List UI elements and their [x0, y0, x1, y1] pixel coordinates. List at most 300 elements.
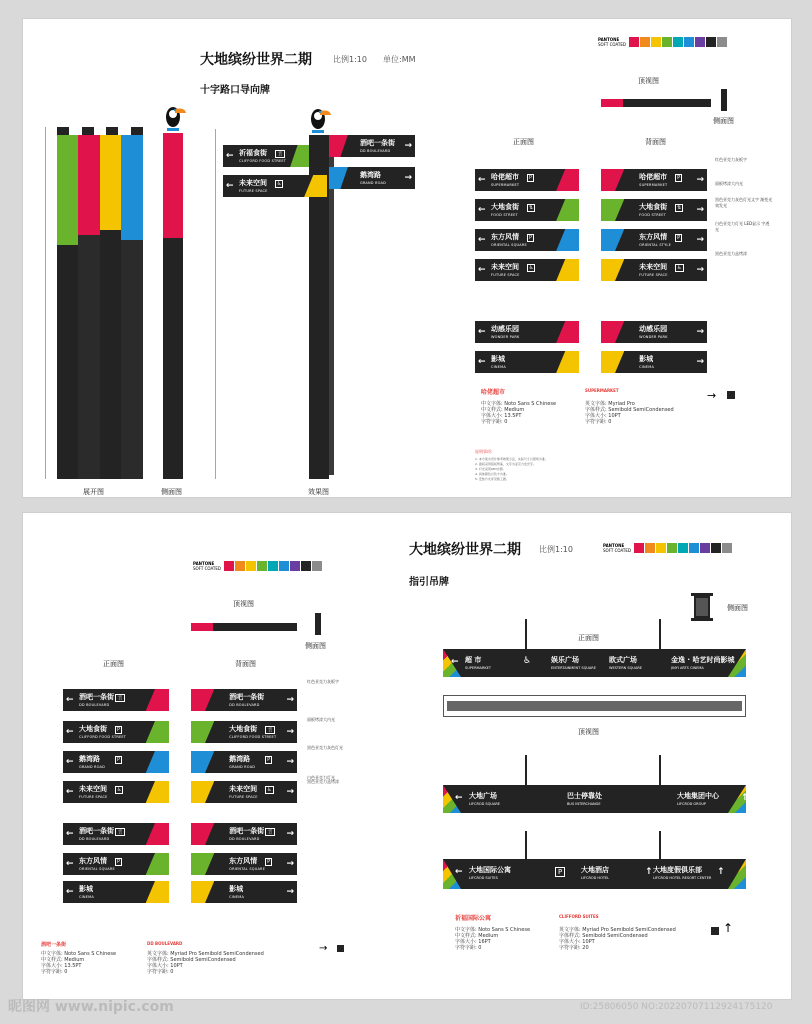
sign-panel: [329, 167, 415, 189]
restroom-icon: ♿: [267, 786, 272, 793]
top-view-bar: [601, 99, 711, 107]
sign-panel: [601, 229, 707, 251]
hang-label-en: LIFCROD SUITES: [469, 876, 498, 880]
spec-line: 中文字体: Noto Sans S Chinese: [455, 927, 531, 933]
color-accent: [191, 689, 214, 711]
arrow-up-icon: ↑: [717, 867, 725, 877]
arrow-left-icon: ←: [226, 180, 234, 191]
spec-line: 中文字体: Noto Sans S Chinese: [481, 401, 557, 407]
sheet-2: [22, 512, 792, 1000]
sign-label-en: CINEMA: [79, 894, 94, 899]
left-heading-en: DD BOULEVARD: [147, 941, 183, 946]
spec-line: 字符字距: 0: [481, 419, 508, 425]
sign-panel: [475, 229, 579, 251]
font-spec-en: [585, 401, 674, 425]
parking-icon: P: [529, 174, 533, 181]
hang-label-cn: 大地广场: [469, 792, 497, 800]
pantone-sub: SOFT COATED: [598, 42, 626, 47]
spec-line: 3. 灯光采用LED光源。: [475, 467, 506, 471]
color-swatch: [662, 37, 672, 47]
parking-icon: P: [117, 726, 121, 733]
material-note: 黑色亚克力盒烤漆: [715, 251, 747, 256]
color-accent: [556, 351, 579, 373]
label-front: 正面图: [513, 138, 534, 146]
parking-icon: P: [529, 234, 533, 241]
spec-line: 字体样式: Semibold SemiCondensed: [585, 407, 674, 413]
arrow-right-icon: →: [286, 886, 294, 897]
sign-label-en: CLIFFORD FOOD STREET: [239, 158, 287, 163]
spec-line: 字符字距: 0: [41, 969, 68, 975]
hang-label-en: WESTERN SQUARE: [609, 666, 642, 670]
color-accent: [146, 781, 169, 803]
label-front-right: 正面图: [578, 634, 599, 642]
color-accent: [290, 145, 309, 167]
sign-label-cn: 哈佬超市: [639, 172, 668, 181]
sign-label-en: CINEMA: [229, 894, 245, 899]
sign-panel: [329, 135, 415, 157]
parking-icon: P: [117, 858, 121, 865]
sign-label-en: CLIFFORD FOOD STREET: [79, 734, 127, 739]
color-swatch: [667, 543, 677, 553]
arrow-right-icon: →: [286, 756, 294, 767]
toucan-icon-effect: [307, 103, 333, 135]
label-expanded: 展开图: [83, 488, 104, 496]
font-heading-en-2: CLIFFORD SUITES: [559, 914, 599, 919]
material-note: 白色亚克力灯光 LED显示 字透光: [715, 221, 770, 232]
spec-line: 字符字距: 0: [147, 969, 174, 975]
parking-icon: P: [117, 756, 121, 763]
arrow-right-icon: →: [404, 172, 412, 183]
sample-icon: [727, 391, 735, 399]
sign-panel: [191, 751, 297, 773]
hang-label-en: LIFCROD HOTEL RESORT CENTER: [653, 876, 712, 880]
arrow-left-icon: ←: [66, 726, 74, 737]
sign-label-en: DD BOULEVARD: [359, 148, 391, 153]
arrow-right-icon: →: [696, 204, 704, 215]
facility-icon: ⇅: [677, 204, 682, 211]
label-sideview-right: 侧面图: [727, 604, 748, 612]
spec-line: 英文字体: Myriad Pro: [585, 401, 635, 407]
color-swatch: [711, 543, 721, 553]
unit-label: 单位:MM: [383, 55, 416, 64]
sign-label-cn: 大地食街: [491, 202, 519, 211]
spec-line: 1. 本方案为设计参考效果示意，实际尺寸以现场为准。: [475, 457, 548, 461]
hang-label-en: BUS INTERCHANGE: [567, 802, 601, 806]
spec-line: 字体大小: 13.5PT: [41, 963, 82, 969]
sign-label-cn: 影城: [639, 354, 654, 363]
restroom-icon: ♿: [523, 656, 532, 666]
color-accent: [191, 781, 214, 803]
sign-panel: [223, 145, 309, 167]
sign-label-cn: 未来空间: [491, 262, 519, 271]
sign-panel: [601, 321, 707, 343]
arrow-left-icon: ←: [455, 867, 463, 877]
spec-line: 5. 安装方式详见施工图。: [475, 477, 509, 481]
scale-label: 比例1:10: [333, 55, 367, 64]
sign-label-cn: 动感乐园: [639, 324, 668, 333]
color-swatch: [279, 561, 289, 571]
color-accent: [556, 259, 579, 281]
sign-panel: [63, 689, 169, 711]
facility-icon: ⇅: [529, 204, 534, 211]
arrow-left-icon: ←: [66, 756, 74, 767]
spec-line: 中文样式: Medium: [455, 933, 499, 939]
arrow-right-icon: →: [696, 264, 704, 275]
sheet-1: [22, 18, 792, 498]
facility-icon: 🍴: [117, 828, 124, 835]
material-note: 黑色亚克力灰色灯光: [307, 745, 343, 750]
arrow-up-icon: ↑: [645, 867, 653, 877]
sign-label-en: FUTURE SPACE: [639, 272, 668, 277]
swatch-row-2: [224, 561, 323, 571]
spec-line: 字体大小: 16PT: [455, 939, 491, 945]
sign-label-cn: 鹅湾路: [229, 754, 251, 763]
label-effect: 效果图: [308, 488, 329, 496]
color-swatch: [312, 561, 322, 571]
sign-label-en: WONDER PARK: [491, 334, 520, 339]
sign-label-cn: 鹅湾路: [79, 754, 100, 763]
strip-green: [57, 135, 78, 245]
color-accent: [191, 721, 214, 743]
hang-label-cn: 大地酒店: [581, 866, 609, 874]
sign-panel: [191, 781, 297, 803]
parking-icon: P: [267, 756, 271, 763]
hang-label-en: SUPERMARKET: [465, 666, 492, 670]
hang-side-view: [691, 593, 713, 621]
sign-label-en: GRAND ROAD: [79, 764, 106, 769]
color-swatch: [301, 561, 311, 571]
spec-line: 字体大小: 10PT: [559, 939, 595, 945]
sign-label-cn: 东方风情: [79, 856, 107, 865]
font-spec-cn: [481, 401, 556, 425]
spec-line: 字体样式: Semibold SemiCondensed: [559, 933, 648, 939]
sign-panel: [191, 689, 297, 711]
sample-icon-right: [711, 927, 719, 935]
restroom-icon: ♿: [677, 264, 682, 271]
scale-label-2: 比例1:10: [539, 545, 573, 554]
hang-label-en: LIFCROD GROUP: [677, 802, 707, 806]
spec-line: 字体样式: Semibold SemiCondensed: [147, 957, 236, 963]
color-accent: [146, 853, 169, 875]
color-swatch: [678, 543, 688, 553]
sign-panel: [475, 351, 579, 373]
hang-label-cn: 巴士停靠处: [567, 792, 602, 800]
sign-label-en: ORIENTAL SQUARE: [229, 866, 266, 871]
sign-label-en: DD BOULEVARD: [229, 836, 260, 841]
color-accent: [556, 169, 579, 191]
sign-subtitle-2: 指引吊牌: [409, 577, 449, 588]
spec-line: 2. 面板采用铝板烤漆，文字为亚克力发光字。: [475, 462, 536, 466]
sign-label-en: ORIENTAL SQUARE: [491, 242, 527, 247]
sign-panel: [475, 169, 579, 191]
sign-panel: [191, 823, 297, 845]
color-accent: [601, 199, 624, 221]
color-accent: [601, 321, 624, 343]
pantone-palette-left: [193, 561, 323, 571]
hang-label-en: LIFCROD SQUARE: [469, 802, 501, 806]
parking-icon: P: [677, 234, 681, 241]
watermark-left: 昵图网 www.nipic.com: [8, 999, 174, 1015]
sign-label-cn: 东方风情: [639, 232, 668, 241]
color-swatch: [629, 37, 639, 47]
arrow-right-icon: →: [696, 356, 704, 367]
sign-panel: [191, 721, 297, 743]
sign-label-en: FUTURE SPACE: [229, 794, 258, 799]
arrow-left-icon: ←: [226, 150, 234, 161]
facility-icon: 🍴: [267, 828, 274, 835]
hang-label-cn: 大地国际公寓: [469, 866, 511, 874]
arrow-left-icon: ←: [451, 657, 459, 667]
sign-label-en: ORIENTAL STYLE: [639, 242, 671, 247]
sign-label-en: FUTURE SPACE: [79, 794, 108, 799]
parking-icon: P: [267, 858, 271, 865]
label-sideview-left: 侧面图: [305, 642, 326, 650]
material-note: 红色亚克力灰板字: [715, 157, 747, 162]
label-front-left: 正面图: [103, 660, 124, 668]
up-arrow-icon: ↑: [723, 921, 734, 935]
material-note: 红色亚克力灰板字: [307, 679, 339, 684]
pantone-label-3: PANTONE: [603, 543, 625, 548]
left-spec-cn: [41, 951, 116, 975]
hang-label-en: JINYI ARTS CINEMA: [671, 666, 704, 670]
hanging-sign-2: [443, 785, 749, 813]
color-swatch: [246, 561, 256, 571]
spec-line: 字符字距: 0: [455, 945, 482, 951]
color-swatch: [684, 37, 694, 47]
sign-panel: [475, 199, 579, 221]
spec-line: 字符字距: 20: [559, 945, 589, 951]
color-accent: [556, 321, 579, 343]
arrow-left-icon: ←: [66, 828, 74, 839]
color-swatch: [706, 37, 716, 47]
color-swatch: [645, 543, 655, 553]
material-note: 白色亚克力灯光: [307, 775, 335, 780]
spec-line: 字体大小: 10PT: [147, 963, 183, 969]
facility-icon: 🍴: [267, 726, 274, 733]
color-swatch: [673, 37, 683, 47]
sign-label-cn: 东方风情: [491, 232, 519, 241]
remarks: [475, 457, 548, 482]
color-accent: [146, 751, 169, 773]
label-topview: 顶视图: [638, 77, 659, 85]
hang-label-cn: 超 市: [465, 656, 482, 664]
arrow-left-icon: ←: [66, 886, 74, 897]
color-swatch: [634, 543, 644, 553]
hang-label-cn: 欧式广场: [609, 656, 637, 664]
sign-label-en: CINEMA: [491, 364, 506, 369]
sign-subtitle: 十字路口导向牌: [200, 85, 270, 96]
arrow-left-icon: ←: [478, 356, 486, 367]
sign-label-cn: 影城: [491, 354, 505, 363]
hang-label-cn: 大地集团中心: [677, 792, 719, 800]
color-accent: [329, 135, 348, 157]
label-topview-right: 顶视图: [578, 728, 599, 736]
sign-label-en: DD BOULEVARD: [79, 836, 110, 841]
arrow-right-icon: →: [286, 786, 294, 797]
sign-panel: [63, 721, 169, 743]
color-accent: [329, 167, 348, 189]
pantone-sub-3: SOFT COATED: [603, 548, 631, 553]
sign-panel: [223, 175, 327, 197]
pantone-palette: [598, 37, 728, 47]
swatch-row-1: [629, 37, 728, 47]
sign-panel: [601, 259, 707, 281]
sign-panel: [475, 321, 579, 343]
side-view-left: [315, 613, 321, 635]
strip-red: [78, 135, 100, 235]
color-swatch: [695, 37, 705, 47]
strip-blue: [121, 135, 143, 240]
arrow-up-icon: ↑: [741, 793, 749, 803]
project-title: 大地缤纷世界二期: [200, 52, 312, 68]
sign-label-en: FUTURE SPACE: [239, 188, 268, 193]
material-note: 黑色亚克力灰色灯光文字 渐变光效发光: [715, 197, 773, 208]
sign-panel: [63, 781, 169, 803]
sign-label-cn: 影城: [229, 884, 244, 893]
hang-label-cn: 金逸 · 哈艺时尚影城: [671, 656, 735, 664]
sign-panel: [191, 881, 297, 903]
sign-label-en: CINEMA: [639, 364, 655, 369]
hang-label-en: ENTERTAINMENT SQUARE: [551, 666, 596, 670]
sign-label-cn: 动感乐园: [491, 324, 519, 333]
left-heading-cn: 酒吧一条街: [41, 942, 67, 948]
label-sideview: 侧面图: [713, 117, 734, 125]
sample-icon-left: [337, 945, 344, 952]
sign-panel: [63, 853, 169, 875]
sign-panel: [63, 881, 169, 903]
color-accent: [556, 229, 579, 251]
sign-label-en: DD BOULEVARD: [79, 702, 110, 707]
watermark-right: ID:25806050 NO:20220707112924175120: [580, 1002, 773, 1012]
material-note: 黑色亚克力盒烤漆: [307, 779, 339, 784]
parking-icon: P: [555, 867, 565, 877]
hang-label-cn: 大地度假俱乐部: [653, 866, 702, 874]
color-stripe: [728, 859, 746, 889]
color-swatch: [651, 37, 661, 47]
sign-label-cn: 酒吧一条街: [359, 138, 395, 147]
sign-panel: [601, 169, 707, 191]
sign-label-cn: 大地食街: [79, 724, 107, 733]
color-accent: [191, 881, 214, 903]
sign-label-en: SUPERMARKET: [639, 182, 668, 187]
hang-label-en: LIFCROD HOTEL: [581, 876, 610, 880]
color-accent: [191, 751, 214, 773]
color-swatch: [689, 543, 699, 553]
arrow-right-icon: →: [696, 234, 704, 245]
sign-label-en: ORIENTAL SQUARE: [79, 866, 115, 871]
font-spec-en-2: [559, 927, 676, 951]
font-heading-cn-2: 祈福国际公寓: [455, 915, 492, 922]
color-swatch: [257, 561, 267, 571]
label-topview-left: 顶视图: [233, 600, 254, 608]
sign-label-en: GRAND ROAD: [359, 180, 386, 185]
hang-top-view: [443, 695, 746, 717]
spec-line: 英文字体: Myriad Pro Semibold SemiCondensed: [147, 951, 264, 957]
spec-line: 中文样式: Medium: [481, 407, 525, 413]
sign-label-cn: 酒吧一条街: [79, 692, 114, 701]
sign-label-cn: 影城: [79, 884, 93, 893]
sign-label-en: WONDER PARK: [639, 334, 668, 339]
arrow-right-icon: →: [696, 326, 704, 337]
spec-line: 字体大小: 10PT: [585, 413, 621, 419]
restroom-icon: ♿: [529, 264, 534, 271]
spec-line: 英文字体: Myriad Pro Semibold SemiCondensed: [559, 927, 676, 933]
remark-title: 说明事项:: [475, 449, 493, 454]
color-swatch: [224, 561, 234, 571]
color-accent: [146, 881, 169, 903]
label-back: 背面图: [645, 138, 666, 146]
arrow-left-icon: ←: [478, 264, 486, 275]
arrow-right-icon: →: [404, 140, 412, 151]
color-accent: [601, 351, 624, 373]
color-swatch: [290, 561, 300, 571]
sign-label-cn: 哈佬超市: [491, 172, 519, 181]
arrow-right-icon: →: [286, 726, 294, 737]
color-accent: [146, 689, 169, 711]
color-accent: [191, 853, 214, 875]
parking-icon: P: [677, 174, 681, 181]
color-swatch: [235, 561, 245, 571]
sign-panel: [63, 751, 169, 773]
strip-yellow: [100, 135, 121, 230]
pantone-label-2: PANTONE: [193, 561, 215, 566]
label-side: 侧面图: [161, 488, 182, 496]
restroom-icon: ♿: [117, 786, 122, 793]
arrow-left-icon: ←: [478, 234, 486, 245]
arrow-right-icon: →: [286, 828, 294, 839]
color-swatch: [268, 561, 278, 571]
toucan-icon: [163, 101, 187, 133]
color-accent: [304, 175, 327, 197]
arrow-right-icon: →: [286, 858, 294, 869]
facility-icon: 🍴: [277, 150, 284, 157]
arrow-left-icon: ←: [66, 694, 74, 705]
sign-label-cn: 酒吧一条街: [229, 692, 265, 701]
sign-label-en: DD BOULEVARD: [229, 702, 260, 707]
sign-label-en: FOOD STREET: [491, 212, 518, 217]
restroom-icon: ♿: [277, 180, 282, 187]
color-accent: [601, 169, 624, 191]
sign-panel: [191, 853, 297, 875]
facility-icon: 🍴: [117, 694, 124, 701]
color-swatch: [722, 543, 732, 553]
color-swatch: [700, 543, 710, 553]
material-note: 面板烤漆大内光: [715, 181, 743, 186]
color-swatch: [640, 37, 650, 47]
sign-label-en: FOOD STREET: [639, 212, 667, 217]
left-spec-en: [147, 951, 264, 975]
font-heading-cn: 哈佬超市: [481, 389, 506, 396]
effect-pole-shade: [329, 139, 334, 475]
color-accent: [601, 229, 624, 251]
sign-label-cn: 鹅湾路: [359, 170, 381, 179]
color-accent: [191, 823, 214, 845]
sign-label-cn: 未来空间: [239, 178, 267, 187]
label-back-left: 背面图: [235, 660, 256, 668]
color-accent: [146, 721, 169, 743]
hang-label-cn: 娱乐广场: [551, 656, 579, 664]
sign-label-en: SUPERMARKET: [491, 182, 520, 187]
sign-label-en: CLIFFORD FOOD STREET: [229, 734, 277, 739]
sign-label-en: FUTURE SPACE: [491, 272, 520, 277]
hanging-sign-3: [443, 859, 746, 889]
arrow-left-icon: ←: [478, 326, 486, 337]
sign-panel: [601, 351, 707, 373]
arrow-right-icon: →: [286, 694, 294, 705]
sign-label-cn: 酒吧一条街: [79, 826, 114, 835]
side-view-small: [721, 89, 727, 111]
arrow-left-icon: ←: [478, 204, 486, 215]
